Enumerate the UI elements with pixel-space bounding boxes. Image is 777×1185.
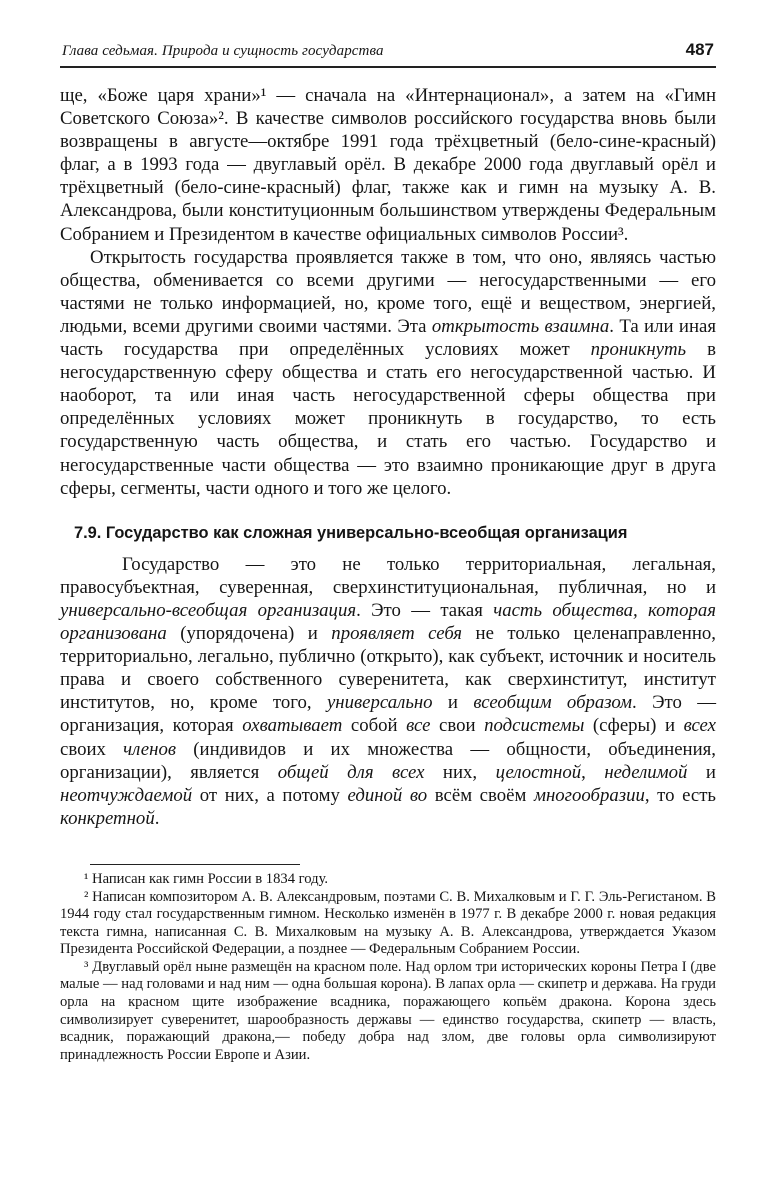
paragraph-2: Открытость государства проявляется также в том, что оно, являясь частью общества, обменивается со всеми другими — негосударственными — его частями не только информацией, но, кроме того, ещё и веществом, энергией, людьми, всеми другими своими частями. Эта открытость взаимна. Та или иная часть государства при определённых условиях может проникнуть в негосударственную сферу общества и стать его негосударственной частью. И наоборот, та или иная часть негосударственной сферы общества при определённых условиях может проникнуть в государство, то есть государственную часть общества, и стать его частью. Государство и негосударственные части общества — это взаимно проникающие друг в друга сферы, сегменты, части одного и того же целого. [60, 246, 716, 499]
paragraph-1: ще, «Боже царя храни»¹ — сначала на «Интернационал», а затем на «Гимн Советского Союза»². В качестве символов российского государства вновь были возвращены в августе—октябре 1991 года трёхцветный (бело-сине-красный) флаг, а в 1993 года — двуглавый орёл. В декабре 2000 года двуглавый орёл и трёхцветный (бело-сине-красный) флаг, также как и гимн на музыку А. В. Александрова, были конституционным большинством утверждены Федеральным Собранием и Президентом в качестве официальных символов России³. [60, 85, 716, 245]
book-page [60, 40, 716, 1064]
section-heading: 7.9. Государство как сложная универсально-всеобщая организация [74, 523, 628, 542]
footnote-2: ² Написан композитором А. В. Александровым, поэтами С. В. Михалковым и Г. Г. Эль-Регистаном. В 1944 году стал государственным гимном. Несколько изменён в 1977 г. В декабре 2000 г. новая редакция текста гимна, написанная С. В. Михалковым на музыку А. В. Александрова, утверждается Указом Президента Российской Федерации, а позднее — Федеральным Собранием России. [60, 888, 716, 958]
chapter-title: Глава седьмая. Природа и сущность государства [62, 43, 384, 59]
running-header [60, 40, 716, 68]
footnote-divider [90, 864, 300, 865]
footnote-3: ³ Двуглавый орёл ныне размещён на красном поле. Над орлом три исторических короны Петра I (две малые — над головами и над ним — одна большая корона). В лапах орла — скипетр и держава. На груди орла на красном щите изображение всадника, поражающего копьём дракона. Корона здесь символизирует суверенитет, шарообразность державы — единство государства, скипетр — власть, всадник, поражающий дракона,— победу добра над злом, две головы орла символизируют принадлежность России Европе и Азии. [60, 958, 716, 1063]
section-paragraph: Государство — это не только территориальная, легальная, правосубъектная, суверенная, сверхинституциональная, публичная, но и универсально-всеобщая организация. Это — такая часть общества, которая организована (упорядочена) и проявляет себя не только целенаправленно, территориально, легально, публично (открыто), как субъект, источник и носитель права и своего собственного суверенитета, как сверхинститут, институт институтов, но, кроме того, универсально и всеобщим образом. Это — организация, которая охватывает собой все свои подсистемы (сферы) и всех своих членов (индивидов и их множества — общности, объединения, организации), является общей для всех них, целостной, неделимой и неотчуждаемой от них, а потому единой во всём своём многообразии, то есть конкретной. [60, 553, 716, 829]
page-number: 487 [685, 40, 714, 59]
footnotes [60, 871, 716, 1065]
main-text [60, 84, 716, 830]
footnote-1: ¹ Написан как гимн России в 1834 году. [84, 870, 329, 887]
